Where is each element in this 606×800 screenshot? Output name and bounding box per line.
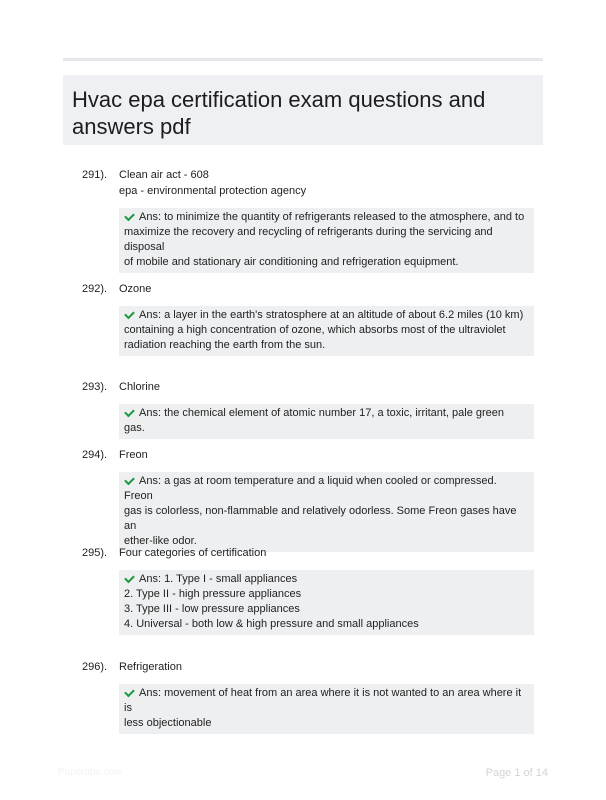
answer-text: Ans: 1. Type I - small appliances 2. Type II - high pressure appliances 3. Type III - low pressure appliances 4. Universal - both low & high pressure and small appliances: [124, 573, 419, 630]
answer-box: [119, 306, 534, 356]
question-number: 295).: [82, 547, 108, 559]
answer-box: [119, 404, 534, 439]
check-icon: [124, 308, 135, 319]
check-icon: [124, 210, 135, 221]
title-banner: [63, 75, 543, 145]
answer-text: Ans: movement of heat from an area where it is not wanted to an area where it is less objectionable: [124, 687, 522, 729]
qa-item: [82, 659, 534, 734]
check-icon: [124, 686, 135, 697]
question-text: Refrigeration: [119, 661, 182, 673]
question-number: 294).: [82, 449, 108, 461]
footer-site-watermark: Papertibo.com: [58, 767, 123, 778]
check-icon: [124, 406, 135, 417]
question-number: 291).: [82, 169, 108, 181]
answer-text: Ans: a layer in the earth's stratosphere at an altitude of about 6.2 miles (10 km) containing a high concentration of ozone, which absorbs most of the ultraviolet radiation reaching the earth from the sun.: [124, 309, 524, 351]
answer-box: [119, 208, 534, 273]
page-title: Hvac epa certification exam questions and answers pdf: [72, 87, 486, 139]
answer-box: [119, 684, 534, 734]
question-number: 296).: [82, 661, 108, 673]
qa-item: [82, 167, 534, 273]
page-indicator: Page 1 of 14: [485, 767, 548, 779]
question-text: Clean air act - 608 epa - environmental protection agency: [119, 169, 307, 197]
qa-item: [82, 379, 534, 439]
question-number: 292).: [82, 283, 108, 295]
answer-box: [119, 570, 534, 635]
qa-item: [82, 281, 534, 356]
question-text: Four categories of certification: [119, 547, 267, 559]
check-icon: [124, 474, 135, 485]
answer-box: [119, 472, 534, 552]
check-icon: [124, 572, 135, 583]
answer-text: Ans: the chemical element of atomic number 17, a toxic, irritant, pale green gas.: [124, 407, 505, 434]
answer-text: Ans: to minimize the quantity of refrigerants released to the atmosphere, and to maximize the recovery and recycling of refrigerants during the servicing and disposal of mobile and stationary air conditioning and refrigeration equipment.: [124, 211, 525, 268]
question-text: Freon: [119, 449, 148, 461]
answer-text: Ans: a gas at room temperature and a liquid when cooled or compressed. Freon gas is colorless, non-flammable and relatively odorless. Some Freon gases have an ether-like odor.: [124, 475, 517, 547]
question-text: Chlorine: [119, 381, 160, 393]
top-divider: [63, 58, 543, 61]
qa-item: [82, 545, 534, 635]
question-number: 293).: [82, 381, 108, 393]
question-text: Ozone: [119, 283, 152, 295]
qa-item: [82, 447, 534, 552]
